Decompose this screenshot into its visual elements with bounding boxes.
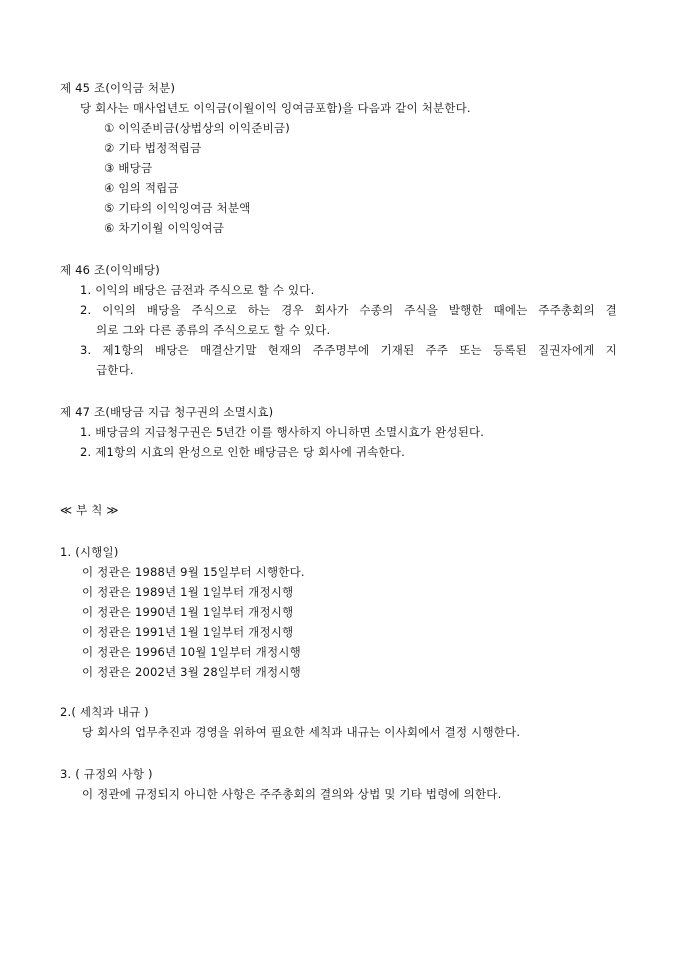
article-45-item-1: ① 이익준비금(상법상의 이익준비금) bbox=[104, 121, 290, 135]
article-46-item-1: 1. 이익의 배당은 금전과 주식으로 할 수 있다. bbox=[80, 283, 315, 297]
article-46-title: 제 46 조(이익배당) bbox=[60, 263, 160, 277]
addendum-history-line: 이 정관은 1991년 1월 1일부터 개정시행 bbox=[82, 625, 294, 639]
addendum-history-line: 이 정관은 1989년 1월 1일부터 개정시행 bbox=[82, 585, 294, 599]
addendum-section-3-body: 이 정관에 규정되지 아니한 사항은 주주총회의 결의와 상법 및 기타 법령에 의한다. bbox=[82, 787, 502, 801]
addendum-history-line: 이 정관은 1988년 9월 15일부터 시행한다. bbox=[82, 565, 305, 579]
article-47-item-2: 2. 제1항의 시효의 완성으로 인한 배당금은 당 회사에 귀속한다. bbox=[80, 445, 406, 459]
article-45-item-3: ③ 배당금 bbox=[104, 161, 153, 175]
article-45-item-5: ⑤ 기타의 이익잉여금 처분액 bbox=[104, 201, 251, 215]
article-45-item-4: ④ 임의 적립금 bbox=[104, 181, 179, 195]
addendum-history-line: 이 정관은 1996년 10월 1일부터 개정시행 bbox=[82, 645, 301, 659]
addendum-section-3-title: 3. ( 규정외 사항 ) bbox=[60, 767, 153, 781]
addendum-section-1-title: 1. (시행일) bbox=[60, 545, 119, 559]
article-46-item-3: 3. 제1항의 배당은 매결산기말 현재의 주주명부에 기재된 주주 또는 등록된 질권자에게 지 bbox=[80, 343, 617, 357]
article-45-item-2: ② 기타 법정적립금 bbox=[104, 141, 202, 155]
addendum-section-2-body: 당 회사의 업무추진과 경영을 위하여 필요한 세칙과 내규는 이사회에서 결정 시행한다. bbox=[82, 725, 521, 739]
article-47-item-1: 1. 배당금의 지급청구권은 5년간 이를 행사하지 아니하면 소멸시효가 완성된다. bbox=[80, 425, 485, 439]
article-47-title: 제 47 조(배당금 지급 청구권의 소멸시효) bbox=[60, 405, 274, 419]
article-45-title: 제 45 조(이익금 처분) bbox=[60, 81, 176, 95]
addendum-history-line: 이 정관은 2002년 3월 28일부터 개정시행 bbox=[82, 665, 301, 679]
addendum-section-2-title: 2.( 세칙과 내규 ) bbox=[60, 705, 149, 719]
article-46-item-2: 2. 이익의 배당을 주식으로 하는 경우 회사가 수종의 주식을 발행한 때에는 주주총회의 결 bbox=[80, 303, 617, 317]
article-45-intro: 당 회사는 매사업년도 이익금(이월이익 잉여금포함)을 다음과 같이 처분한다. bbox=[80, 101, 471, 115]
article-46-item-3-cont: 급한다. bbox=[96, 363, 134, 377]
article-45-item-6: ⑥ 차기이월 이익잉여금 bbox=[104, 221, 225, 235]
addendum-heading: ≪ 부 칙 ≫ bbox=[60, 503, 119, 517]
article-46-item-2-cont: 의로 그와 다른 종류의 주식으로도 할 수 있다. bbox=[96, 323, 331, 337]
addendum-history-line: 이 정관은 1990년 1월 1일부터 개정시행 bbox=[82, 605, 294, 619]
